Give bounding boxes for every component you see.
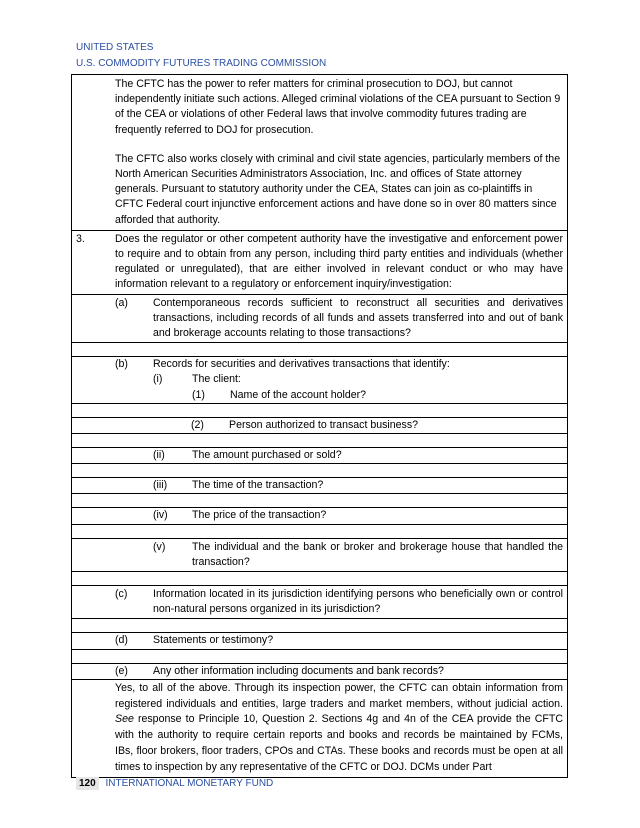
item-b-iv-text: The price of the transaction? xyxy=(192,509,327,522)
item-b-i-2-row xyxy=(71,418,568,434)
answer-blank-row xyxy=(71,464,568,478)
item-c-text: Information located in its jurisdiction identifying persons who beneficially own or control non-natural persons organized in its jurisdiction? xyxy=(153,588,563,616)
item-a-text: Contemporaneous records sufficient to reconstruct all securities and derivatives transactions, including records of all funds and assets transferred into and out of bank and brokerage accounts relating to those transactions? xyxy=(153,296,563,340)
item-b-v-row xyxy=(71,539,568,572)
item-b-i-1 xyxy=(192,388,563,403)
item-e-text: Any other information including documents and bank records? xyxy=(153,664,444,677)
item-b-iii-label: (iii) xyxy=(153,479,168,492)
header-agency: U.S. COMMODITY FUTURES TRADING COMMISSION xyxy=(76,58,327,69)
intro-cell xyxy=(71,74,568,231)
item-b-label: (b) xyxy=(115,358,128,371)
answer-blank-row xyxy=(71,525,568,539)
intro-paragraph-2: The CFTC also works closely with criminal and civil state agencies, particularly members of the North American Securities Administrators Association, Inc. and offices of State attorney generals. Pursuant to statutory authority under the CEA, States can join as co-plaintiffs in CFTC Federal court injunctive enforcement actions and have done so in over 80 matters since afforded that authority. xyxy=(115,152,561,226)
answer-blank-row xyxy=(71,572,568,586)
item-b-v-text: The individual and the bank or broker and brokerage house that handled the transaction? xyxy=(192,540,563,568)
answer-blank-row xyxy=(71,434,568,448)
answer-cell xyxy=(71,680,568,778)
answer-blank-row xyxy=(71,343,568,357)
item-a-label: (a) xyxy=(115,296,128,309)
page-footer xyxy=(76,778,273,789)
answer-blank-row xyxy=(71,494,568,508)
item-b-i-2-label: (2) xyxy=(191,418,204,431)
answer-blank-row xyxy=(71,619,568,633)
footer-org: INTERNATIONAL MONETARY FUND xyxy=(105,778,274,789)
answer-blank-row xyxy=(71,650,568,664)
item-d-text: Statements or testimony? xyxy=(153,634,274,647)
item-c-label: (c) xyxy=(115,588,128,601)
item-b-ii-row xyxy=(71,448,568,464)
item-b-iii-text: The time of the transaction? xyxy=(192,479,324,492)
header-country: UNITED STATES xyxy=(76,42,154,53)
answer-text-part1: Yes, to all of the above. Through its inspection power, the CFTC can obtain information from registered individuals and entities, large traders and market members, without judicial action. xyxy=(115,681,563,710)
question-text: Does the regulator or other competent authority have the investigative and enforcement power to require and to obtain from any person, including third party entities and individuals (whether regulated or unregulated), that are either involved in relevant conduct or who may have information relevant to a regulatory or enforcement inquiry/investigation: xyxy=(115,232,563,291)
item-b-ii-text: The amount purchased or sold? xyxy=(192,449,342,462)
page-number: 120 xyxy=(76,777,99,790)
item-b-i-label: (i) xyxy=(153,373,163,386)
item-b-row xyxy=(71,357,568,404)
answer-blank-row xyxy=(71,404,568,418)
item-b-i-text: The client: xyxy=(192,373,241,386)
item-b-text: Records for securities and derivatives transactions that identify: xyxy=(153,358,450,371)
item-b-ii-label: (ii) xyxy=(153,449,165,462)
item-e-row xyxy=(71,664,568,680)
item-d-label: (d) xyxy=(115,634,128,647)
item-b-iii-row xyxy=(71,478,568,494)
item-a-row xyxy=(71,295,568,344)
assessment-table xyxy=(71,74,568,778)
item-b-i xyxy=(153,372,563,402)
answer-text-part2: response to Principle 10, Question 2. Sections 4g and 4n of the CEA provide the CFTC with the authority to require certain reports and books and records be maintained by FCMs, IBs, floor brokers, floor traders, CPOs and CTAs. These books and records must be open at all times to inspection by any representative of the CFTC or DOJ. DCMs under Part xyxy=(115,713,563,773)
answer-see-italic: See xyxy=(115,713,134,726)
question-row xyxy=(71,231,568,295)
running-header xyxy=(76,40,326,72)
intro-paragraph-1: The CFTC has the power to refer matters for criminal prosecution to DOJ, but cannot independently initiate such actions. Alleged criminal violations of the CEA pursuant to Section 9 of the CEA or violations of other Federal laws that involve commodity futures trading are frequently referred to DOJ for prosecution. xyxy=(115,78,561,136)
item-b-i-2-text: Person authorized to transact business? xyxy=(229,418,419,431)
item-b-v-label: (v) xyxy=(153,540,166,553)
item-d-row xyxy=(71,633,568,649)
item-b-i-1-text: Name of the account holder? xyxy=(230,388,367,401)
item-b-iv-row xyxy=(71,508,568,524)
question-number: 3. xyxy=(76,232,85,245)
item-b-iv-label: (iv) xyxy=(153,509,168,522)
item-c-row xyxy=(71,586,568,619)
item-b-i-1-label: (1) xyxy=(192,388,205,401)
item-e-label: (e) xyxy=(115,664,128,677)
